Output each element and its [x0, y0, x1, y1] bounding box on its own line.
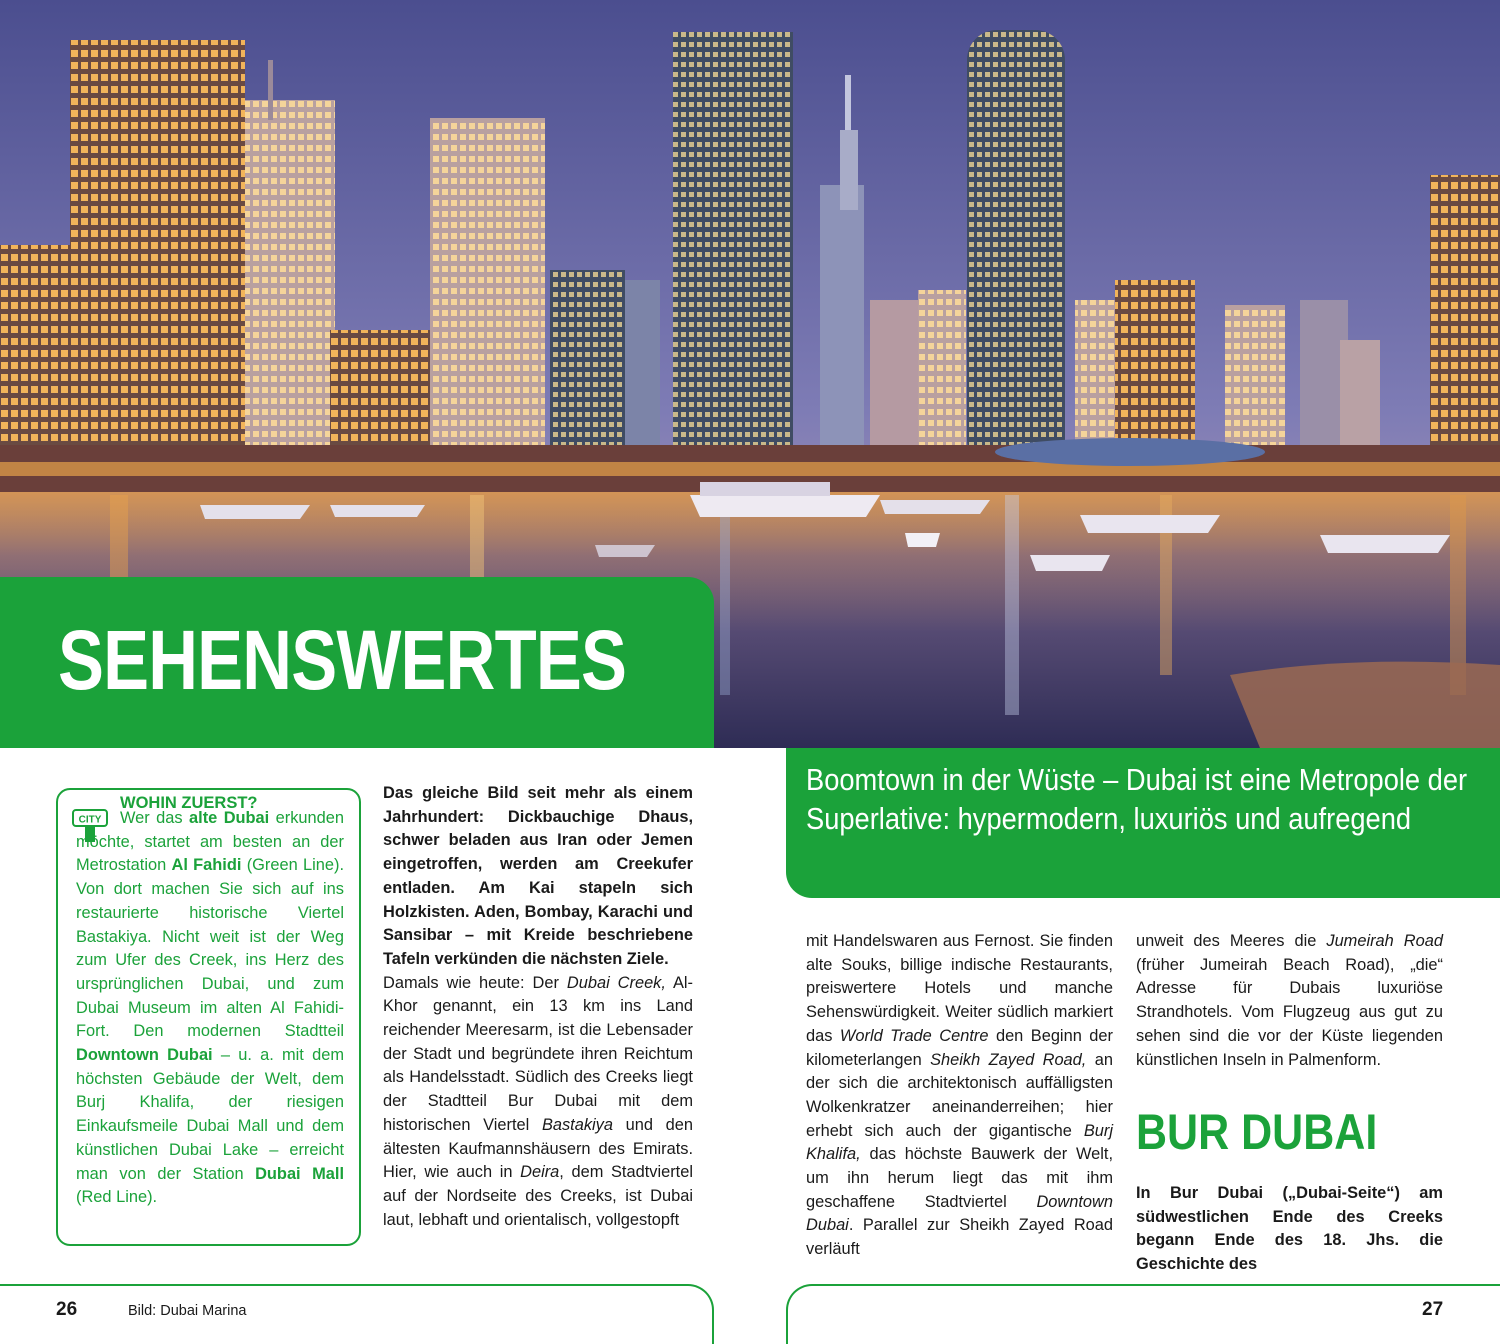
- section-heading: BUR DUBAI: [1136, 1104, 1378, 1160]
- body-column-1: [383, 782, 693, 1232]
- info-box-text: Wer das alte Dubai erkunden möchte, startet am besten an der Metrostation Al Fahidi (Green Line). Von dort machen Sie sich auf ins restaurierte historische Viertel Bastakiya. Nicht weit ist der Weg zum Ufer des Creek, ins Herz des ursprünglichen Dubai, und zum Dubai Museum im alten Al Fahidi-Fort. Den modernen Stadtteil Downtown Dubai – u. a. mit dem höchsten Gebäude der Welt, dem Burj Khalifa, der riesigen Einkaufsmeile Dubai Mall und dem künstlichen Dubai Lake – erreicht man von der Station Dubai Mall (Red Line).: [76, 809, 345, 1207]
- section-lead: In Bur Dubai („Dubai-Seite“) am südwestlichen Ende des Creeks begann Ende des 18. Jhs. die Geschichte des: [1136, 1184, 1443, 1274]
- body-column-3: unweit des Meeres die Jumeirah Road (früher Jumeirah Beach Road), „die“ Adresse für Dubais luxuriöse Strandhotels. Vom Flugzeug aus gut zu sehen sind die vor der Küste liegenden künstlichen Inseln in Palmenform.: [1136, 932, 1443, 1069]
- page-title: SEHENSWERTES: [58, 613, 627, 707]
- photo-caption: Bild: Dubai Marina: [128, 1303, 247, 1319]
- intro-lead: Das gleiche Bild seit mehr als einem Jahrhundert: Dickbauchige Dhaus, schwer beladen aus Iran oder Jemen eingetroffen, werden am Creekufer entladen. Am Kai stapeln sich Holzkisten. Aden, Bombay, Karachi und Sansibar – mit Kreide beschriebene Tafeln verkünden die nächsten Ziele.: [383, 784, 693, 968]
- info-box-heading: WOHIN ZUERST?: [120, 794, 258, 812]
- body-column-2: mit Handelswaren aus Fernost. Sie finden alte Souks, billige indische Restaurants, preiswertere Hotels und manche Sehenswürdigkeit. Weiter südlich markiert das World Trade Centre den Beginn der kilometerlangen Sheikh Zayed Road, an der sich die architektonisch auffälligsten Wolkenkratzer aneinanderreihen; hier erhebt sich auch der gigantische Burj Khalifa, das höchste Bauwerk der Welt, um ihn herum liegt das mit ihm geschaffene Stadtviertel Downtown Dubai. Parallel zur Sheikh Zayed Road verläuft: [806, 932, 1113, 1259]
- page-number-left: 26: [56, 1299, 78, 1320]
- body-paragraph: Damals wie heute: Der Dubai Creek, Al-Khor genannt, ein 13 km ins Land reichender Meeresarm, ist die Lebensader der Stadt und begründete ihren Reichtum als Handelsstadt. Südlich des Creeks liegt der Stadtteil Bur Dubai mit dem historischen Viertel Bastakiya und den ältesten Kaufmannshäusern des Emirats. Hier, wie auch in Deira, dem Stadtviertel auf der Nordseite des Creeks, ist Dubai laut, lebhaft und orientalisch, vollgestopft: [383, 973, 694, 1229]
- footer-frame-left: [0, 1284, 714, 1344]
- page-number-right: 27: [1422, 1299, 1444, 1320]
- city-icon-label: CITY: [78, 814, 102, 826]
- tagline: Boomtown in der Wüste – Dubai ist eine Metropole der Superlative: hypermodern, luxuriös und aufregend: [806, 762, 1468, 836]
- footer-frame-right: [786, 1284, 1500, 1344]
